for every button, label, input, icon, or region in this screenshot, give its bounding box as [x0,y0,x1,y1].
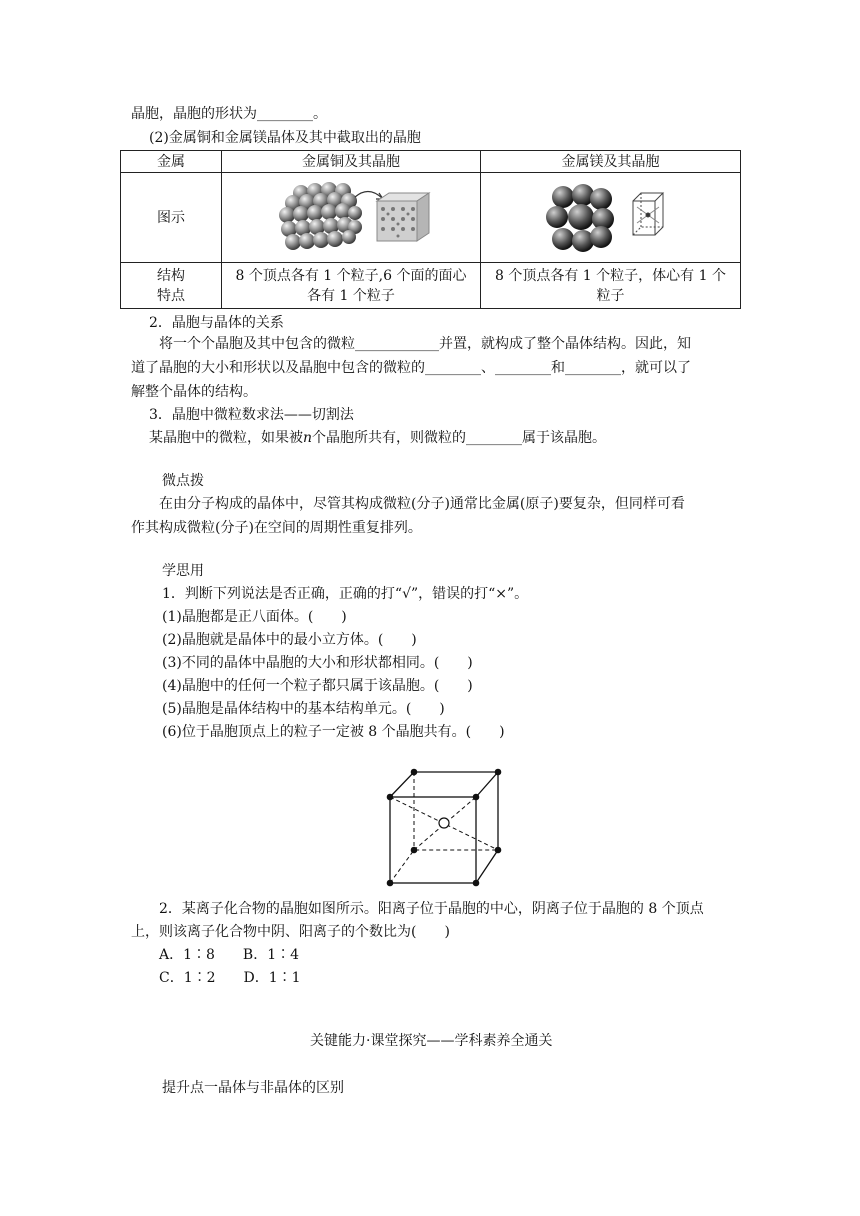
section3-title: 3．晶胞中微粒数求法——切割法 [149,407,354,423]
question1-item: (3)不同的晶体中晶胞的大小和形状都相同。( ) [162,655,473,671]
copper-figure-cell [222,173,481,263]
magnesium-sphere-stack-icon [546,184,614,252]
section-heading: 关键能力·课堂探究——学科素养全通关 [310,1033,553,1049]
table-caption: (2)金属铜和金属镁晶体及其中截取出的晶胞 [149,130,421,146]
question1-item: (5)晶胞是晶体结构中的基本结构单元。( ) [162,701,445,717]
question2-stem: 2．某离子化合物的晶胞如图所示。阳离子位于晶胞的中心，阴离子位于晶胞的 8 个顶点 [159,901,704,917]
header-metal: 金属 [121,151,222,173]
row-label-structure: 结构 特点 [121,263,222,309]
section3-paragraph: 某晶胞中的微粒，如果被n个晶胞所共有，则微粒的________属于该晶胞。 [149,430,607,446]
question2-options: C．1∶2 D．1∶1 [159,970,301,986]
copper-sphere-stack-icon [279,182,362,250]
text-line: 晶胞，晶胞的形状为________。 [131,106,327,122]
variable-n: n [303,430,313,446]
magnesium-structure-text: 8 个顶点各有 1 个粒子，体心有 1 个 粒子 [481,263,741,309]
question1-stem: 1．判断下列说法是否正确，正确的打“√”，错误的打“×”。 [162,586,529,602]
question1-item: (4)晶胞中的任何一个粒子都只属于该晶胞。( ) [162,678,473,694]
section2-paragraph-line: 道了晶胞的大小和形状以及晶胞中包含的微粒的________、________和________，就可以了 [131,360,691,376]
study-title: 学思用 [162,563,204,579]
question2-options: A．1∶8 B．1∶4 [159,947,300,963]
magnesium-unit-cell-icon [633,193,663,235]
section2-paragraph-line: 解整个晶体的结构。 [131,384,257,400]
magnesium-crystal-illustration [541,183,681,253]
question2-stem: 上，则该离子化合物中阴、阳离子的个数比为( ) [131,924,450,940]
point-title: 提升点一晶体与非晶体的区别 [162,1080,344,1096]
tip-paragraph-line: 作其构成微粒(分子)在空间的周期性重复排列。 [131,520,422,536]
ionic-unit-cell-diagram [385,765,505,890]
question1-item: (2)晶胞就是晶体中的最小立方体。( ) [162,632,417,648]
header-copper: 金属铜及其晶胞 [222,151,481,173]
copper-unit-cell-icon [377,193,429,241]
row-label-figure: 图示 [121,173,222,263]
header-magnesium: 金属镁及其晶胞 [481,151,741,173]
copper-structure-text: 8 个顶点各有 1 个粒子,6 个面的面心 各有 1 个粒子 [222,263,481,309]
question1-item: (6)位于晶胞顶点上的粒子一定被 8 个晶胞共有。( ) [162,724,505,740]
magnesium-figure-cell [481,173,741,263]
copper-crystal-illustration [271,179,431,257]
question1-item: (1)晶胞都是正八面体。( ) [162,609,347,625]
section2-paragraph-line: 将一个个晶胞及其中包含的微粒____________并置，就构成了整个晶体结构。因此，知 [159,336,691,352]
tip-paragraph-line: 在由分子构成的晶体中，尽管其构成微粒(分子)通常比金属(原子)要复杂，但同样可看 [159,496,685,512]
metal-cell-table [120,150,741,309]
tip-title: 微点拨 [162,473,204,489]
section2-title: 2．晶胞与晶体的关系 [149,315,284,331]
